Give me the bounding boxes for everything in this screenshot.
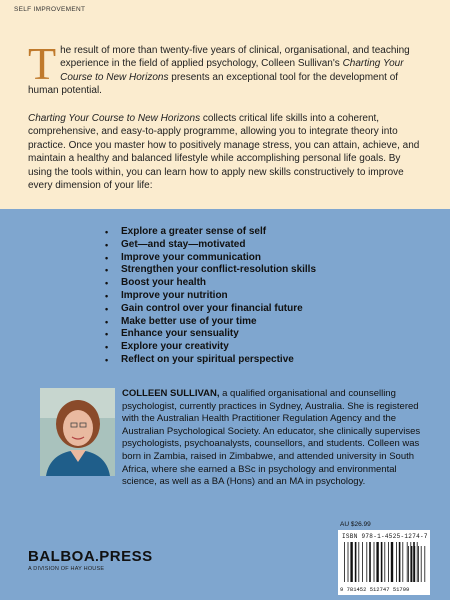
- publisher-logo: [28, 548, 153, 572]
- bullet-icon: •: [105, 227, 109, 237]
- list-item: • Improve your communication: [105, 251, 262, 263]
- publisher-name: BALBOA.PRESS: [28, 548, 153, 565]
- barcode-number: 9 781452 512747 51799: [340, 586, 410, 593]
- bio-text: a qualified organisational and counselling psychologist, currently practices in Sydney, Australia. She is registered with the Australian Health Practitioner Regulation Agency and the Australian Psychological Society. An educator, she clinically supervises psychologists, psychoanalysts, counsellors, and students. Colleen was born in Zambia, raised in Zimbabwe, and attended university in South Africa, where she earned a BSc in psychology and environmental science, as well as a BA (Hons) and an MA in psychology.: [122, 388, 421, 488]
- bullet-icon: •: [105, 239, 109, 250]
- intro-paragraph: [28, 38, 426, 98]
- isbn-text: ISBN 978-1-4525-1274-7: [342, 533, 428, 540]
- list-item: • Strengthen your conflict-resolution skills: [105, 264, 317, 276]
- author-photo: [40, 388, 115, 476]
- bullet-icon: •: [105, 290, 109, 301]
- list-item: • Gain control over your financial future: [105, 302, 303, 314]
- description-text: collects critical life skills into a coherent, comprehensive, and easy-to-apply programme, allowing you to integrate theory into practice. Once you master how to positively manage stress, you can attain, achieve, and maintain a healthy and balanced lifestyle while accomplishing personal life goals. By using the tools within, you can learn how to apply new skills constructively to improve every dimension of your life:: [28, 113, 420, 192]
- bullet-icon: •: [105, 265, 109, 276]
- list-item: • Reflect on your spiritual perspective: [105, 353, 294, 365]
- list-item: • Boost your health: [105, 277, 207, 289]
- author-bio: [122, 388, 430, 489]
- bullet-icon: •: [105, 354, 109, 365]
- description-paragraph: [28, 112, 426, 192]
- list-item: • Get—and stay—motivated: [105, 238, 246, 250]
- bullet-icon: •: [105, 342, 109, 353]
- author-name: COLLEEN SULLIVAN,: [122, 388, 220, 399]
- list-item: • Explore a greater sense of self: [105, 226, 267, 237]
- intro-text-end: presents an exceptional tool for the development of human potential.: [28, 71, 399, 97]
- intro-text: he result of more than twenty-five years of clinical, organisational, and teaching experience in the field of applied psychology, Colleen Sullivan's: [60, 45, 410, 70]
- publisher-subtitle: A DIVISION OF HAY HOUSE: [28, 566, 105, 572]
- description-title: Charting Your Course to New Horizons: [28, 113, 201, 124]
- author-portrait-illustration: [40, 388, 115, 476]
- dropcap: T: [28, 38, 57, 89]
- category-label: SELF IMPROVEMENT: [14, 6, 86, 13]
- benefits-list: [105, 226, 425, 367]
- bullet-icon: •: [105, 278, 109, 289]
- intro-title: Charting Your Course to New Horizons: [60, 58, 404, 83]
- bullet-icon: •: [105, 252, 109, 263]
- list-item: • Improve your nutrition: [105, 289, 228, 301]
- list-item: • Enhance your sensuality: [105, 328, 239, 340]
- bullet-icon: •: [105, 303, 109, 314]
- list-item: • Make better use of your time: [105, 315, 257, 327]
- barcode-box: [338, 530, 430, 595]
- price-label: AU $26.99: [340, 521, 371, 528]
- list-item: • Explore your creativity: [105, 341, 229, 353]
- bullet-icon: •: [105, 329, 109, 340]
- bullet-icon: •: [105, 316, 109, 327]
